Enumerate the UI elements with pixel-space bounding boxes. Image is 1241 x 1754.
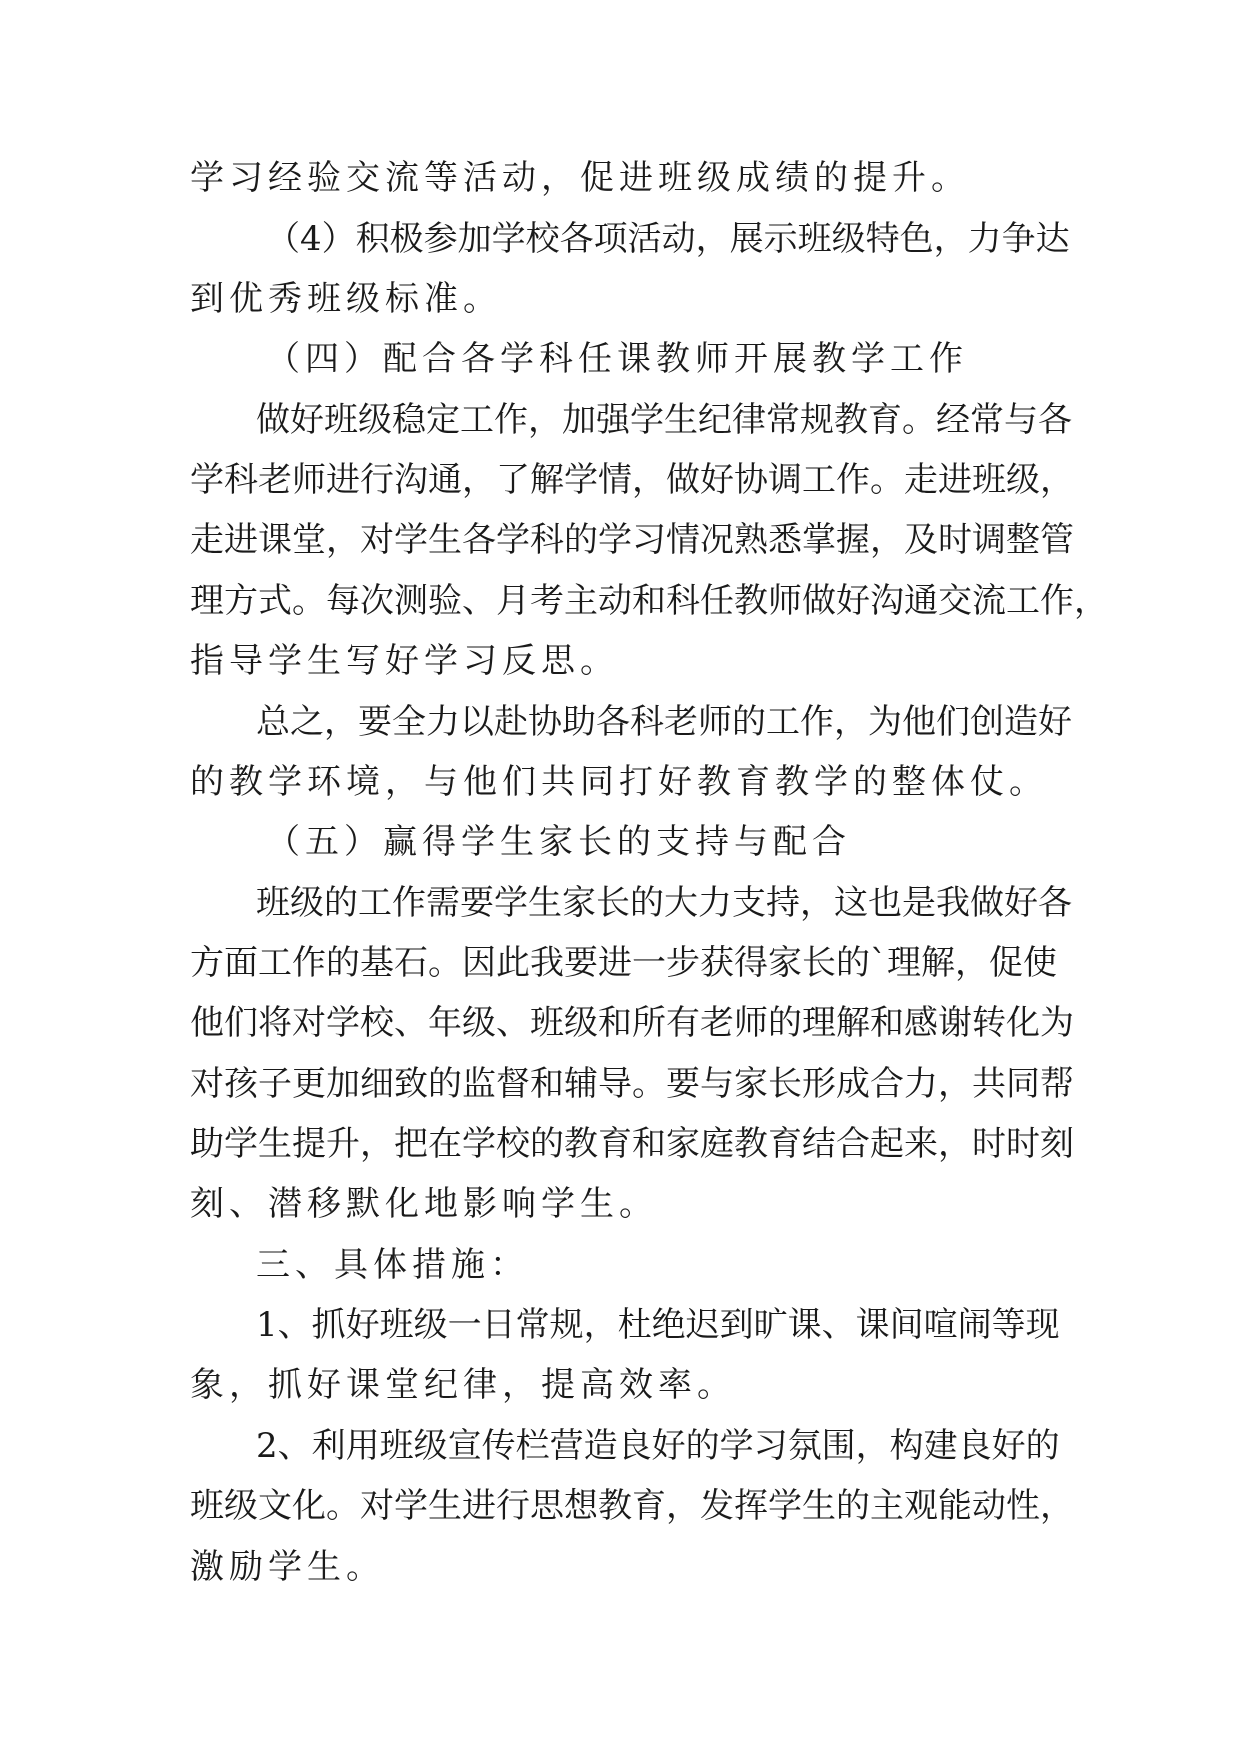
text-line: 的教学环境，与他们共同打好教育教学的整体仗。 bbox=[190, 762, 1048, 802]
text-line: 激励学生。 bbox=[190, 1547, 385, 1587]
section-heading: （五）赢得学生家长的支持与配合 bbox=[266, 822, 851, 862]
text-line: 刻、潜移默化地影响学生。 bbox=[190, 1184, 658, 1224]
text-line: 方面工作的基石。因此我要进一步获得家长的`理解，促使 bbox=[190, 943, 1057, 983]
section-heading: 三、具体措施： bbox=[256, 1245, 529, 1285]
text-line: 象，抓好课堂纪律，提高效率。 bbox=[190, 1365, 736, 1405]
text-line: 2、利用班级宣传栏营造良好的学习氛围，构建良好的 bbox=[256, 1426, 1060, 1466]
text-line: 1、抓好班级一日常规，杜绝迟到旷课、课间喧闹等现 bbox=[256, 1305, 1060, 1345]
text-line: 学习经验交流等活动，促进班级成绩的提升。 bbox=[190, 158, 970, 198]
text-line: 到优秀班级标准。 bbox=[190, 279, 502, 319]
section-heading: （四）配合各学科任课教师开展教学工作 bbox=[266, 339, 968, 379]
text-line: 指导学生写好学习反思。 bbox=[190, 641, 619, 681]
text-line: 助学生提升，把在学校的教育和家庭教育结合起来，时时刻 bbox=[190, 1124, 1074, 1164]
text-line: 做好班级稳定工作，加强学生纪律常规教育。经常与各 bbox=[256, 400, 1072, 440]
text-line: （4）积极参加学校各项活动，展示班级特色，力争达 bbox=[266, 219, 1070, 259]
text-line: 理方式。每次测验、月考主动和科任教师做好沟通交流工作， bbox=[190, 581, 1108, 621]
text-line: 班级文化。对学生进行思想教育，发挥学生的主观能动性， bbox=[190, 1486, 1074, 1526]
text-line: 走进课堂，对学生各学科的学习情况熟悉掌握，及时调整管 bbox=[190, 520, 1074, 560]
text-line: 对孩子更加细致的监督和辅导。要与家长形成合力，共同帮 bbox=[190, 1064, 1074, 1104]
text-line: 他们将对学校、年级、班级和所有老师的理解和感谢转化为 bbox=[190, 1003, 1074, 1043]
text-line: 学科老师进行沟通，了解学情，做好协调工作。走进班级， bbox=[190, 460, 1074, 500]
text-line: 总之，要全力以赴协助各科老师的工作，为他们创造好 bbox=[256, 702, 1072, 742]
text-line: 班级的工作需要学生家长的大力支持，这也是我做好各 bbox=[256, 883, 1072, 923]
